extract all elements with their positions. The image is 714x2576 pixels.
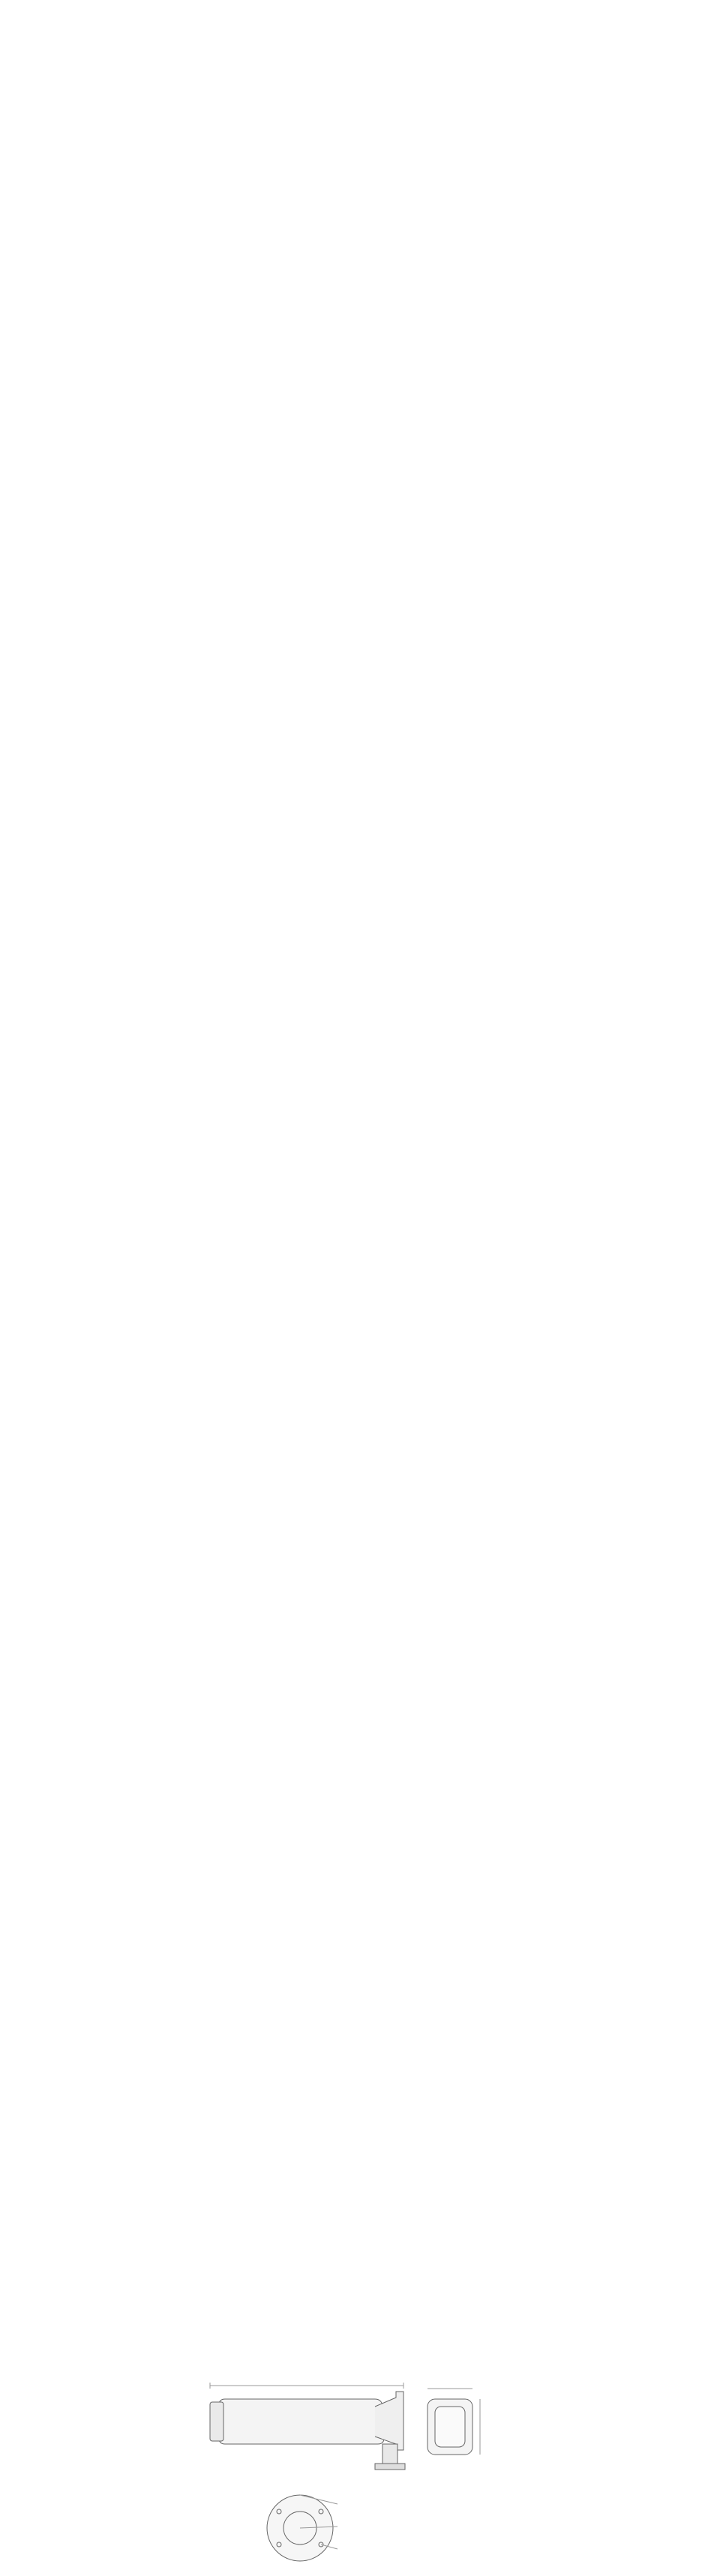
camera-side-view: [210, 2383, 405, 2470]
dimension-drawings: [0, 2369, 714, 2576]
dimension-drawing-svg: [0, 2369, 714, 2576]
mount-base-view: [267, 2495, 338, 2561]
camera-front-view: [428, 2389, 480, 2455]
